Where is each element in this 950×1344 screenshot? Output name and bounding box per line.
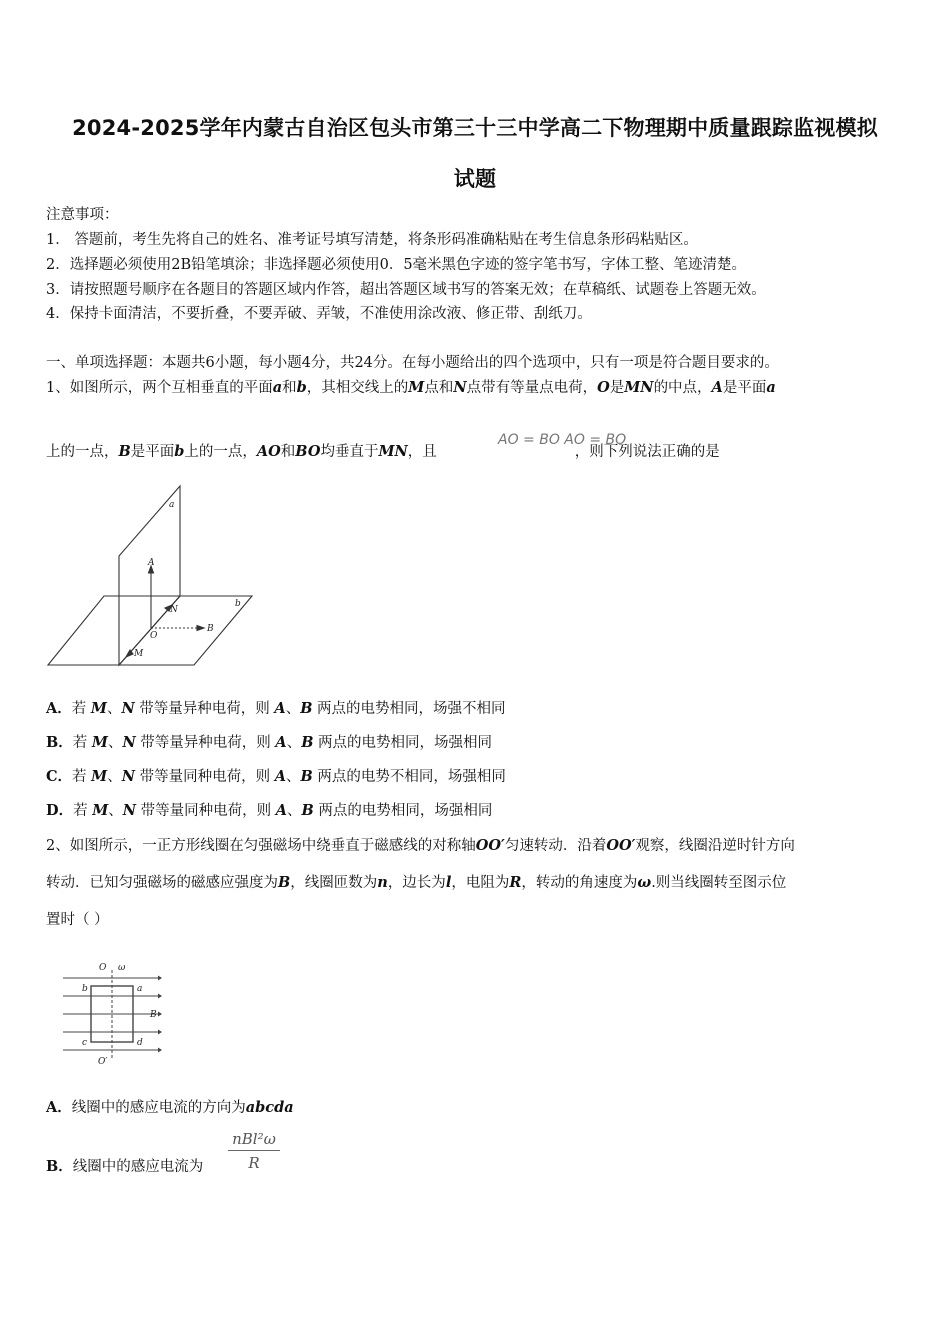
q2-figure-coil [58, 958, 168, 1068]
fig2-label-omega: ω [118, 963, 126, 973]
q1-formula: AO = BO AO = BO [498, 432, 627, 448]
fig2-label-O2: O′ [98, 1057, 108, 1067]
fig2-label-d: d [137, 1038, 143, 1048]
q1-figure-planes [44, 484, 256, 670]
arrow-2 [158, 994, 162, 999]
fig1-label-M: M [134, 649, 144, 659]
fig1-label-b: b [235, 599, 241, 609]
q1-stem-line1: 1、如图所示，两个互相垂直的平面a和b，其相交线上的M点和N点带有等量点电荷，O是MN的中点，A是平面a [46, 379, 776, 396]
notice-item-2: 2．选择题必须使用2B铅笔填涂；非选择题必须使用0．5毫米黑色字迹的签字笔书写，字体工整、笔迹清楚。 [46, 257, 747, 273]
notice-heading: 注意事项： [46, 207, 119, 223]
q2-option-a: A．线圈中的感应电流的方向为abcda [46, 1099, 294, 1116]
arrow-b [197, 626, 204, 631]
fig2-label-b: b [82, 984, 88, 994]
q1-option-d: D．若 M、N 带等量同种电荷，则 A、B 两点的电势相同，场强相同 [46, 802, 493, 819]
fig2-label-B: B [150, 1010, 157, 1020]
q2-option-b-fraction [228, 1130, 280, 1172]
arrow-1 [158, 976, 162, 981]
q1-option-b: B．若 M、N 带等量异种电荷，则 A、B 两点的电势相同，场强相同 [46, 734, 493, 751]
fig1-label-O: O [150, 631, 158, 641]
fig1-label-N: N [170, 605, 178, 615]
fig2-label-c: c [82, 1038, 88, 1048]
arrow-5 [158, 1048, 162, 1053]
notice-item-1: 1． 答题前，考生先将自己的姓名、准考证号填写清楚，将条形码准确粘贴在考生信息条形码粘贴区。 [46, 232, 698, 248]
notice-item-4: 4．保持卡面清洁，不要折叠，不要弄破、弄皱，不准使用涂改液、修正带、刮纸刀。 [46, 306, 592, 322]
q1-stem-line2: 上的一点，B是平面b上的一点，AO和BO均垂直于MN，且 ，则下列说法正确的是 [46, 443, 720, 460]
q2-stem-line2: 转动．已知匀强磁场的磁感应强度为B，线圈匝数为n，边长为l，电阻为R，转动的角速度为ω.则当线圈转至图示位 [46, 874, 787, 891]
fraction-numerator: nBl²ω [228, 1130, 280, 1151]
fig2-label-O: O [99, 963, 107, 973]
fig1-label-B: B [207, 624, 214, 634]
exam-title-line2: 试题 [453, 167, 497, 191]
q2-stem-line1: 2、如图所示，一正方形线圈在匀强磁场中绕垂直于磁感线的对称轴OO′匀速转动．沿着OO′观察，线圈沿逆时针方向 [46, 837, 795, 854]
q2-option-b: B．线圈中的感应电流为 [46, 1158, 204, 1175]
q1-option-a: A．若 M、N 带等量异种电荷，则 A、B 两点的电势相同，场强不相同 [46, 700, 506, 717]
fig2-label-a: a [137, 984, 143, 994]
q2-stem-line3: 置时（ ） [46, 912, 109, 928]
fig1-label-a: a [169, 500, 175, 510]
exam-title-line1: 2024-2025学年内蒙古自治区包头市第三十三中学高二下物理期中质量跟踪监视模拟 [72, 116, 878, 140]
arrow-4 [158, 1030, 162, 1035]
notice-item-3: 3．请按照题号顺序在各题目的答题区域内作答，超出答题区域书写的答案无效；在草稿纸、试题卷上答题无效。 [46, 282, 766, 298]
fig1-label-A: A [148, 558, 155, 568]
arrow-3 [158, 1012, 162, 1017]
fraction-denominator: R [248, 1154, 260, 1172]
q1-option-c: C．若 M、N 带等量同种电荷，则 A、B 两点的电势不相同，场强相同 [46, 768, 506, 785]
section1-heading: 一、单项选择题：本题共6小题，每小题4分，共24分。在每小题给出的四个选项中，只有一项是符合题目要求的。 [46, 355, 779, 371]
